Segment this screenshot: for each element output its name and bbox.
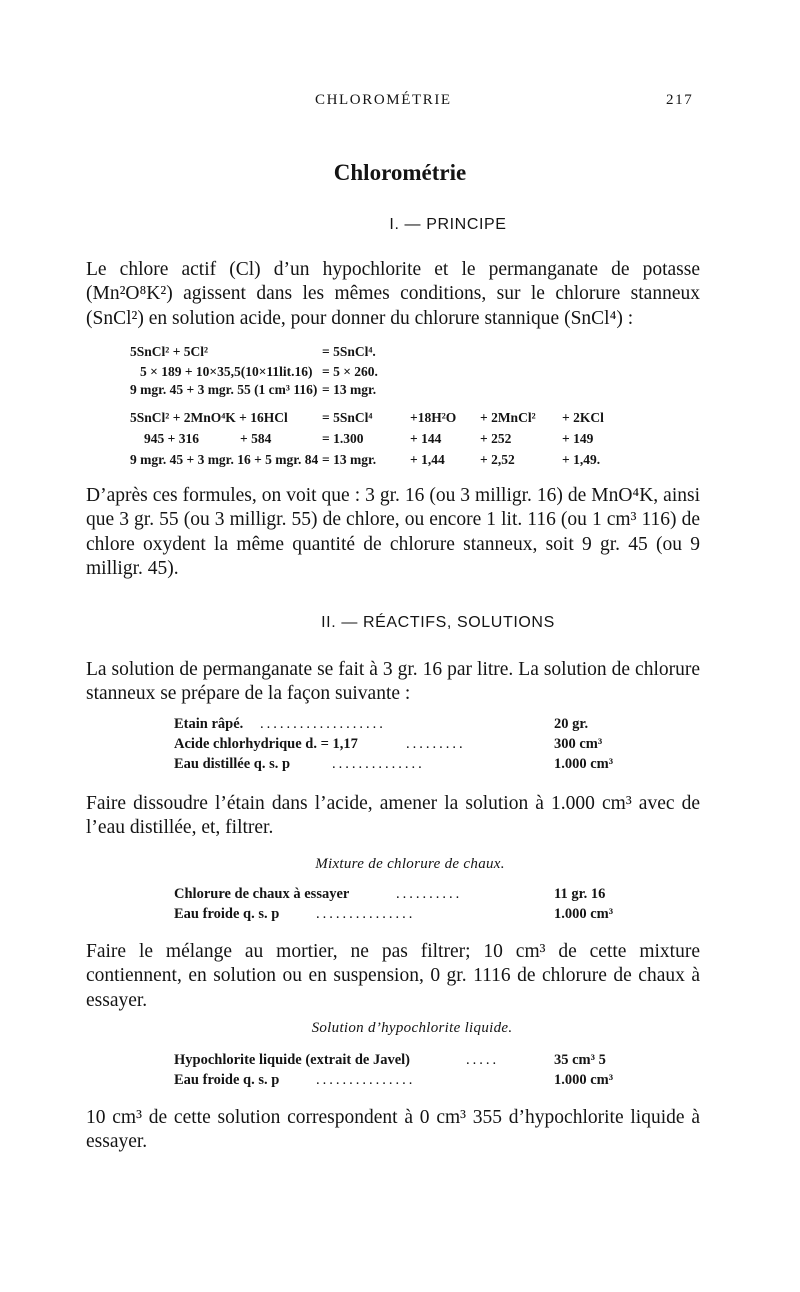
equation-lhs: 5 × 189 + 10×35,5(10×11lit.16): [140, 364, 313, 379]
reaction-term: 5SnCl² + 2MnO⁴K + 16HCl: [130, 410, 288, 425]
recipe-row: [174, 886, 614, 906]
recipe-table: [174, 886, 614, 926]
leader-dots: ...................: [260, 716, 386, 732]
ingredient-qty: 1.000 cm³: [554, 1072, 614, 1088]
reaction-term: + 252: [480, 431, 512, 446]
recipe-table: [174, 1052, 614, 1092]
reaction-term: + 2,52: [480, 452, 515, 467]
ingredient-qty: 300 cm³: [554, 736, 603, 752]
ingredient-qty: 11 gr. 16: [554, 886, 606, 902]
equation-rhs: = 13 mgr.: [322, 382, 377, 397]
dissolve-paragraph: Faire dissoudre l’étain dans l’acide, amener la solution à 1.000 cm³ avec de l’eau distillée, et, filtrer.: [86, 793, 700, 839]
final-paragraph: 10 cm³ de cette solution correspondent à 0 cm³ 355 d’hypochlorite liquide à essayer.: [86, 1107, 700, 1153]
solution-paragraph: La solution de permanganate se fait à 3 gr. 16 par litre. La solution de chlorure stanneux se prépare de la façon suivante :: [86, 659, 700, 705]
leader-dots: .....: [466, 1052, 500, 1068]
subheading-mixture: Mixture de chlorure de chaux.: [315, 856, 505, 872]
reaction-term: 945 + 316: [144, 431, 199, 446]
equation-lhs: 9 mgr. 45 + 3 mgr. 55 (1 cm³ 116): [130, 382, 318, 397]
reaction-term: + 584: [240, 431, 272, 446]
reaction-term: = 13 mgr.: [322, 452, 377, 467]
reaction-term: + 2KCl: [562, 410, 604, 425]
leader-dots: ...............: [316, 1072, 416, 1088]
equation-rhs: = 5SnCl⁴.: [322, 344, 376, 359]
ingredient-name: Acide chlorhydrique d. = 1,17: [174, 736, 358, 752]
reaction-term: + 2MnCl²: [480, 410, 536, 425]
reaction-term: + 1,44: [410, 452, 445, 467]
ingredient-qty: 1.000 cm³: [554, 906, 614, 922]
ingredient-name: Chlorure de chaux à essayer: [174, 886, 350, 902]
page-number: 217: [666, 92, 694, 108]
ingredient-name: Hypochlorite liquide (extrait de Javel): [174, 1052, 410, 1068]
recipe-row: [174, 716, 614, 736]
equation-lhs: 5SnCl² + 5Cl²: [130, 344, 209, 359]
running-title: CHLOROMÉTRIE: [315, 92, 452, 108]
formulas-paragraph: D’après ces formules, on voit que : 3 gr. 16 (ou 3 milligr. 16) de MnO⁴K, ainsi que 3 gr. 55 (ou 3 milligr. 55) de chlore, ou encore 1 lit. 116 (ou 1 cm³ 116) de chlore oxydent la même quantité de chlorure stanneux, soit 9 gr. 45 (ou 9 milligr. 45).: [86, 485, 700, 580]
reaction-term: + 144: [410, 431, 442, 446]
section-heading-reactifs: II. — RÉACTIFS, SOLUTIONS: [321, 614, 555, 631]
recipe-row: [174, 906, 614, 926]
reaction-term: + 1,49.: [562, 452, 601, 467]
subheading-hypochlorite: Solution d’hypochlorite liquide.: [311, 1020, 513, 1036]
leader-dots: ...............: [316, 906, 416, 922]
reaction-term: 9 mgr. 45 + 3 mgr. 16 + 5 mgr. 84: [130, 452, 319, 467]
leader-dots: ..............: [332, 756, 425, 772]
recipe-row: [174, 756, 614, 776]
reaction-term: = 5SnCl⁴: [322, 410, 373, 425]
chapter-title: Chlorométrie: [333, 160, 467, 185]
ingredient-name: Etain râpé.: [174, 716, 244, 732]
leader-dots: ..........: [396, 886, 463, 902]
reaction-term: + 149: [562, 431, 594, 446]
ingredient-name: Eau froide q. s. p: [174, 1072, 280, 1088]
ingredient-name: Eau distillée q. s. p: [174, 756, 291, 772]
section-heading-principe: I. — PRINCIPE: [389, 216, 507, 233]
reaction-term: +18H²O: [410, 410, 457, 425]
reaction-term: = 1.300: [322, 431, 364, 446]
recipe-row: [174, 1072, 614, 1092]
ingredient-qty: 1.000 cm³: [554, 756, 614, 772]
recipe-row: [174, 736, 614, 756]
leader-dots: .........: [406, 736, 466, 752]
recipe-row: [174, 1052, 614, 1072]
ingredient-qty: 35 cm³ 5: [554, 1052, 606, 1068]
intro-paragraph: Le chlore actif (Cl) d’un hypochlorite et le permanganate de potasse (Mn²O⁸K²) agissent dans les mêmes conditions, sur le chlorure stanneux (SnCl²) en solution acide, pour donner du chlorure stannique (SnCl⁴) :: [86, 259, 700, 329]
ingredient-name: Eau froide q. s. p: [174, 906, 280, 922]
equation-rhs: = 5 × 260.: [322, 364, 378, 379]
mixture-paragraph: Faire le mélange au mortier, ne pas filtrer; 10 cm³ de cette mixture contiennent, en solution ou en suspension, 0 gr. 1116 de chlorure de chaux à essayer.: [86, 941, 700, 1011]
ingredient-qty: 20 gr.: [554, 716, 589, 732]
recipe-table: [174, 716, 614, 776]
